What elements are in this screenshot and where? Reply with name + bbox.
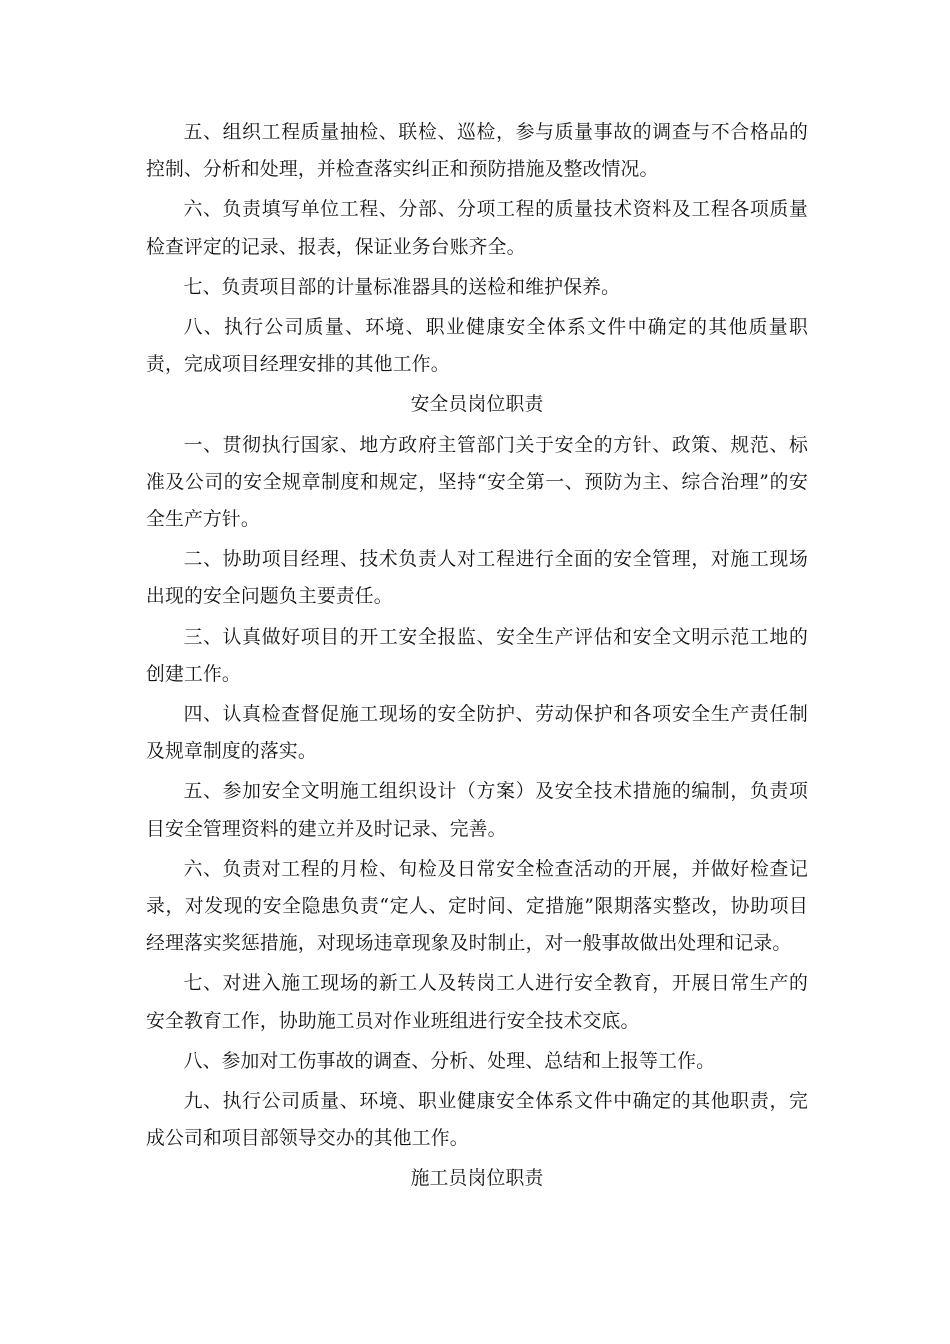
paragraph-safety-4: 四、认真检查督促施工现场的安全防护、劳动保护和各项安全生产责任制及规章制度的落实。 [146, 704, 808, 763]
paragraph-safety-2: 二、协助项目经理、技术负责人对工程进行全面的安全管理，对施工现场出现的安全问题负主要责任。 [146, 549, 808, 608]
paragraph-safety-8: 八、参加对工伤事故的调查、分析、处理、总结和上报等工作。 [183, 1050, 716, 1072]
paragraph-quality-7: 七、负责项目部的计量标准器具的送检和维护保养。 [183, 276, 621, 298]
paragraph-safety-5: 五、参加安全文明施工组织设计（方案）及安全技术措施的编制，负责项目安全管理资料的建立并及时记录、完善。 [146, 781, 808, 840]
paragraph-quality-5: 五、组织工程质量抽检、联检、巡检，参与质量事故的调查与不合格品的控制、分析和处理，并检查落实纠正和预防措施及整改情况。 [146, 122, 808, 181]
paragraph-safety-6: 六、负责对工程的月检、旬检及日常安全检查活动的开展，并做好检查记录，对发现的安全隐患负责“定人、定时间、定措施”限期落实整改，协助项目经理落实奖惩措施，对现场违章现象及时制止，对一般事故做出处理和记录。 [146, 858, 808, 955]
paragraph-safety-7: 七、对进入施工现场的新工人及转岗工人进行安全教育，开展日常生产的安全教育工作，协助施工员对作业班组进行安全技术交底。 [146, 973, 808, 1032]
paragraph-quality-6: 六、负责填写单位工程、分部、分项工程的质量技术资料及工程各项质量检查评定的记录、报表，保证业务台账齐全。 [146, 199, 808, 258]
paragraph-safety-9: 九、执行公司质量、环境、职业健康安全体系文件中确定的其他职责，完成公司和项目部领导交办的其他工作。 [146, 1091, 808, 1150]
document-page [146, 114, 808, 1201]
paragraph-safety-1: 一、贯彻执行国家、地方政府主管部门关于安全的方针、政策、规范、标准及公司的安全规章制度和规定，坚持“安全第一、预防为主、综合治理”的安全生产方针。 [146, 434, 808, 531]
paragraph-safety-3: 三、认真做好项目的开工安全报监、安全生产评估和安全文明示范工地的创建工作。 [146, 626, 808, 685]
paragraph-quality-8: 八、执行公司质量、环境、职业健康安全体系文件中确定的其他质量职责，完成项目经理安排的其他工作。 [146, 317, 808, 376]
section-heading-safety: 安全员岗位职责 [410, 394, 544, 416]
section-heading-construction: 施工员岗位职责 [410, 1168, 544, 1190]
